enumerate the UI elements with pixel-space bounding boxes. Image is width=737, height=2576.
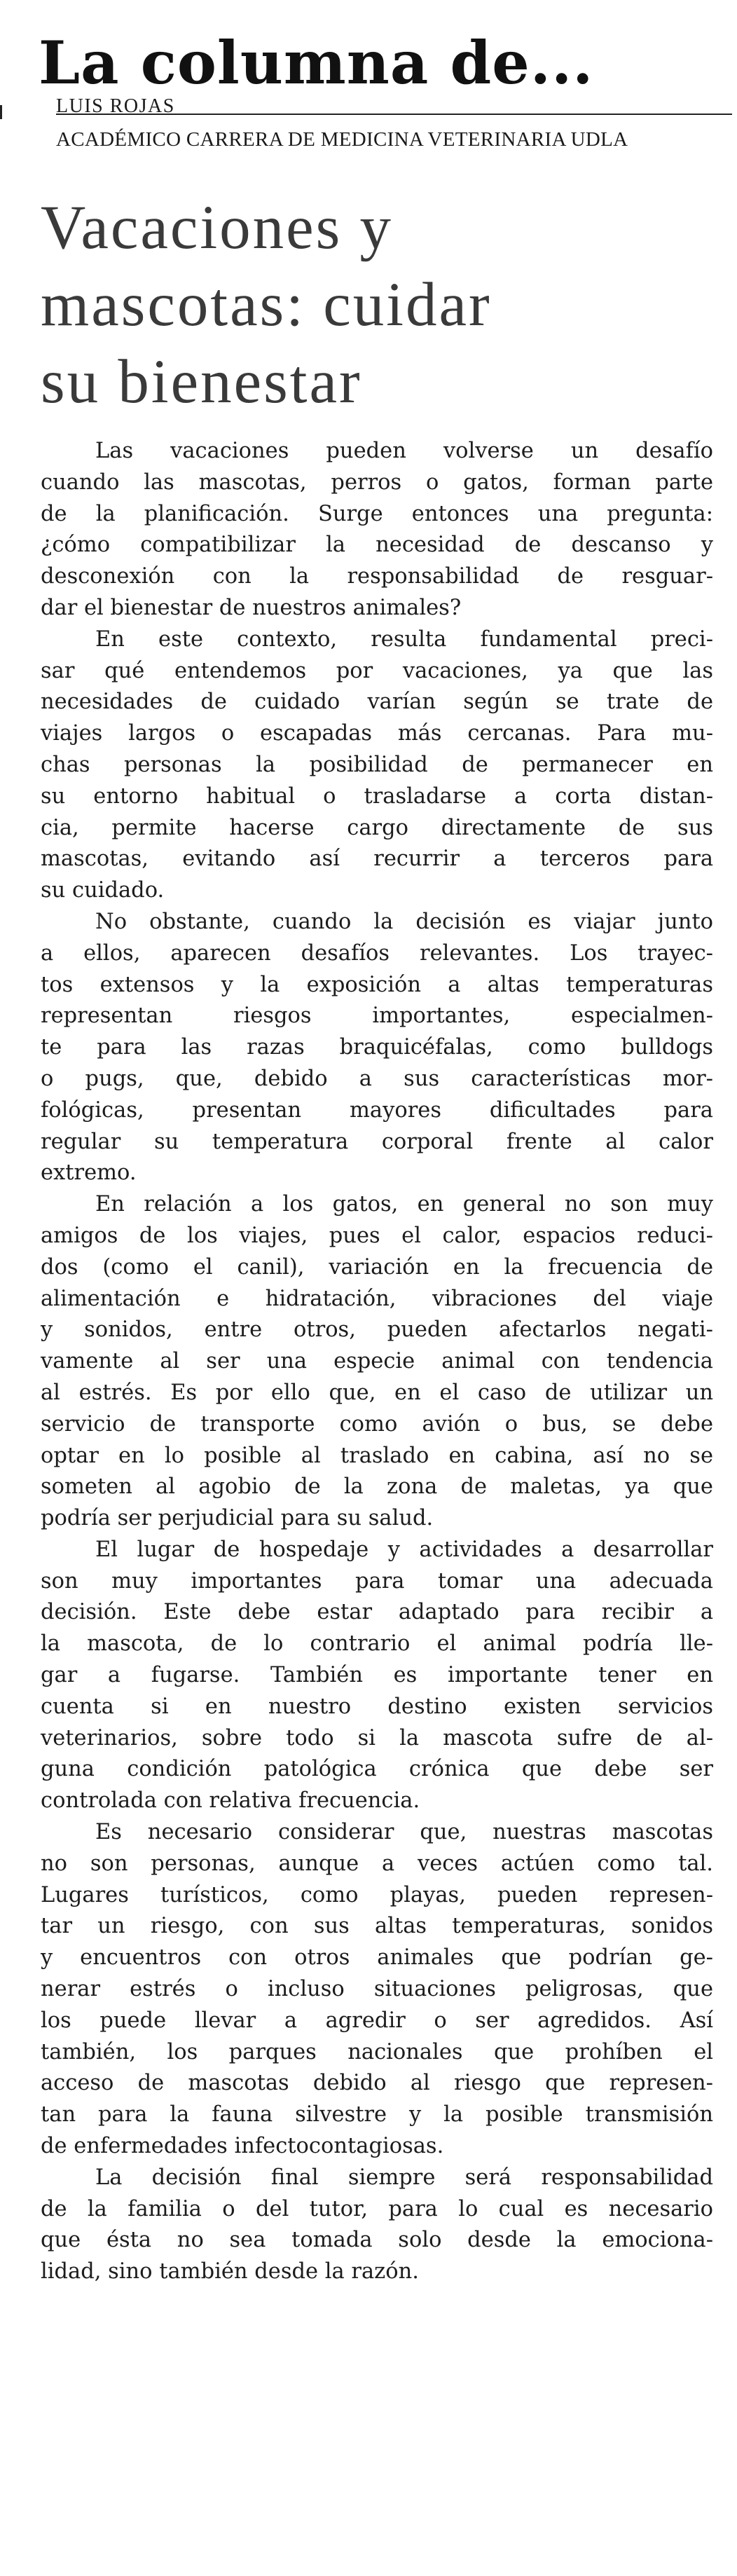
paragraph-line: viajes largos o escapadas más cercanas. Para mu-: [41, 721, 713, 746]
article-paragraph: [41, 436, 713, 624]
headline-line: mascotas: cuidar: [41, 270, 492, 339]
article-paragraph: [41, 907, 713, 1189]
paragraph-line: su cuidado.: [41, 878, 165, 903]
paragraph-line: lidad, sino también desde la razón.: [41, 2259, 419, 2284]
article-headline: [41, 189, 720, 420]
paragraph-line: ¿cómo compatibilizar la necesidad de descanso y: [41, 533, 713, 558]
article-paragraph: [41, 1535, 713, 1817]
paragraph-line: tan para la fauna silvestre y la posible transmisión: [41, 2102, 713, 2128]
paragraph-line: decisión. Este debe estar adaptado para recibir a: [41, 1600, 713, 1625]
article-paragraph: [41, 1817, 713, 2163]
paragraph-line: representan riesgos importantes, especialmen-: [41, 1003, 713, 1029]
paragraph-line: cuando las mascotas, perros o gatos, forman parte: [41, 470, 713, 495]
paragraph-line: de la familia o del tutor, para lo cual es necesario: [41, 2196, 713, 2221]
header-rule-mark: [0, 105, 2, 119]
paragraph-line: gar a fugarse. También es importante tener en: [41, 1663, 713, 1688]
paragraph-line: desconexión con la responsabilidad de resguar-: [41, 564, 713, 589]
paragraph-line: optar en lo posible al traslado en cabina, así no se: [41, 1443, 713, 1468]
paragraph-line: extremo.: [41, 1160, 137, 1186]
paragraph-line: necesidades de cuidado varían según se trate de: [41, 690, 713, 715]
paragraph-line: dos (como el canil), variación en la frecuencia de: [41, 1254, 713, 1280]
paragraph-line: cuenta si en nuestro destino existen servicios: [41, 1694, 713, 1719]
article-paragraph: [41, 1189, 713, 1535]
author-role: ACADÉMICO CARRERA DE MEDICINA VETERINARIA UDLA: [56, 128, 628, 151]
paragraph-line: que ésta no sea tomada solo desde la emociona-: [41, 2228, 713, 2253]
paragraph-line: te para las razas braquicéfalas, como bulldogs: [41, 1035, 713, 1060]
paragraph-line: o pugs, que, debido a sus características mor-: [41, 1066, 713, 1091]
paragraph-line: Lugares turísticos, como playas, pueden represen-: [41, 1882, 713, 1907]
article-paragraph: [41, 624, 713, 907]
paragraph-line: controlada con relativa frecuencia.: [41, 1788, 420, 1814]
paragraph-line: los puede llevar a agredir o ser agredidos. Así: [41, 2008, 713, 2033]
paragraph-line: servicio de transporte como avión o bus, se debe: [41, 1411, 713, 1437]
paragraph-line: podría ser perjudicial para su salud.: [41, 1506, 434, 1531]
paragraph-line: de la planificación. Surge entonces una pregunta:: [41, 501, 713, 526]
author-name: LUIS ROJAS: [56, 95, 175, 117]
paragraph-line: tar un riesgo, con sus altas temperaturas, sonidos: [41, 1914, 713, 1939]
paragraph-line: sar qué entendemos por vacaciones, ya que las: [41, 658, 713, 683]
paragraph-line: amigos de los viajes, pues el calor, espacios reduci-: [41, 1223, 713, 1248]
paragraph-line: Las vacaciones pueden volverse un desafío: [95, 439, 713, 463]
column-title: La columna de...: [39, 28, 594, 97]
article-body: [41, 436, 713, 2288]
paragraph-line: guna condición patológica crónica que debe ser: [41, 1757, 713, 1782]
paragraph-line: tos extensos y la exposición a altas temperaturas: [41, 972, 713, 997]
paragraph-line: nerar estrés o incluso situaciones peligrosas, que: [41, 1977, 713, 2002]
paragraph-line: En este contexto, resulta fundamental preci-: [95, 626, 713, 652]
paragraph-line: y sonidos, entre otros, pueden afectarlos negati-: [41, 1317, 713, 1343]
paragraph-line: acceso de mascotas debido al riesgo que represen-: [41, 2071, 713, 2096]
paragraph-line: En relación a los gatos, en general no son muy: [95, 1192, 713, 1217]
paragraph-line: dar el bienestar de nuestros animales?: [41, 595, 462, 620]
paragraph-line: son muy importantes para tomar una adecuada: [41, 1568, 713, 1594]
paragraph-line: veterinarios, sobre todo si la mascota sufre de al-: [41, 1725, 713, 1751]
paragraph-line: y encuentros con otros animales que podrían ge-: [41, 1945, 713, 1971]
paragraph-line: de enfermedades infectocontagiosas.: [41, 2134, 444, 2159]
paragraph-line: La decisión final siempre será responsabilidad: [95, 2165, 713, 2190]
paragraph-line: la mascota, de lo contrario el animal podría lle-: [41, 1631, 713, 1657]
paragraph-line: no son personas, aunque a veces actúen como tal.: [41, 1851, 713, 1876]
paragraph-line: mascotas, evitando así recurrir a terceros para: [41, 847, 713, 872]
paragraph-line: cia, permite hacerse cargo directamente de sus: [41, 815, 713, 840]
column-header: [39, 28, 732, 98]
paragraph-line: a ellos, aparecen desafíos relevantes. Los trayec-: [41, 940, 713, 966]
paragraph-line: también, los parques nacionales que prohíben el: [41, 2039, 713, 2064]
paragraph-line: fológicas, presentan mayores dificultades para: [41, 1097, 713, 1123]
paragraph-line: al estrés. Es por ello que, en el caso de utilizar un: [41, 1380, 713, 1405]
paragraph-line: vamente al ser una especie animal con tendencia: [41, 1349, 713, 1374]
paragraph-line: El lugar de hospedaje y actividades a desarrollar: [95, 1537, 713, 1562]
article-paragraph: [41, 2163, 713, 2288]
paragraph-line: alimentación e hidratación, vibraciones del viaje: [41, 1286, 713, 1311]
paragraph-line: someten al agobio de la zona de maletas, ya que: [41, 1474, 713, 1500]
paragraph-line: No obstante, cuando la decisión es viajar junto: [95, 909, 713, 934]
paragraph-line: Es necesario considerar que, nuestras mascotas: [95, 1820, 713, 1845]
paragraph-line: regular su temperatura corporal frente al calor: [41, 1129, 713, 1154]
headline-line: su bienestar: [41, 348, 362, 416]
paragraph-line: chas personas la posibilidad de permanecer en: [41, 752, 713, 777]
headline-line: Vacaciones y: [41, 193, 394, 262]
paragraph-line: su entorno habitual o trasladarse a corta distan-: [41, 783, 713, 809]
